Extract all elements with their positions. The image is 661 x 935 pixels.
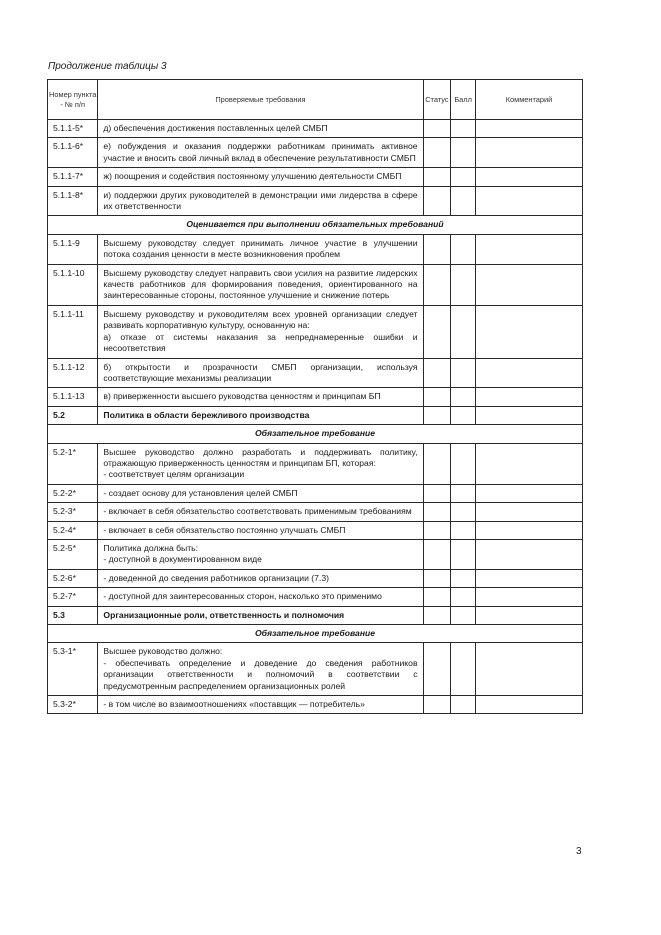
- score-cell[interactable]: [451, 358, 476, 388]
- table-caption: Продолжение таблицы 3: [48, 61, 167, 72]
- table-row: [48, 138, 583, 168]
- status-cell[interactable]: [423, 388, 451, 406]
- status-cell[interactable]: [423, 569, 451, 587]
- header-score: Балл: [451, 80, 476, 120]
- requirement-text: [98, 503, 423, 521]
- table-row: [48, 539, 583, 569]
- status-cell[interactable]: [423, 120, 451, 138]
- requirement-text: [98, 443, 423, 484]
- score-cell[interactable]: [451, 234, 476, 264]
- requirement-line: - включает в себя обязательство соответствовать применимым требованиям: [103, 506, 412, 517]
- table-row: [48, 264, 583, 305]
- score-cell[interactable]: [451, 569, 476, 587]
- comment-cell[interactable]: [475, 234, 582, 264]
- requirement-text: [98, 234, 423, 264]
- comment-cell[interactable]: [475, 186, 582, 216]
- requirement-line: Политика в области бережливого производства: [103, 409, 310, 420]
- requirement-line: Политика должна быть:: [103, 542, 199, 553]
- item-number: 5.1.1-11: [48, 305, 98, 358]
- status-cell[interactable]: [423, 264, 451, 305]
- comment-cell[interactable]: [475, 168, 582, 186]
- item-number: 5.1.1-5*: [48, 120, 98, 138]
- requirement-line: е) побуждения и оказания поддержки работникам принимать активное участие и вносить свой личный вклад в обеспечение результативности СМБП: [103, 141, 418, 163]
- requirement-line: Высшее руководство должно разработать и поддерживать политику, отражающую приверженность ценностям и принципам БП, которая:: [103, 446, 418, 468]
- comment-cell[interactable]: [475, 388, 582, 406]
- requirement-text: [98, 138, 423, 168]
- section-title: [98, 606, 423, 624]
- requirement-line: Высшему руководству следует направить свои усилия на развитие лидерских качеств работников для формирования поведения, ориентированного на заинтересованные стороны, постоянное улучшение и снижение потерь: [103, 267, 418, 301]
- item-number: 5.1.1-7*: [48, 168, 98, 186]
- comment-cell[interactable]: [475, 588, 582, 606]
- score-cell[interactable]: [451, 643, 476, 696]
- table-row: [48, 588, 583, 606]
- score-cell[interactable]: [451, 168, 476, 186]
- table-row: [48, 305, 583, 358]
- requirement-line: - обеспечивать определение и доведение до сведения работников организации ответственности и полномочий в соответствии с предусмотренным распределением организационных ролей: [103, 657, 418, 691]
- status-cell[interactable]: [423, 138, 451, 168]
- item-number: 5.2-7*: [48, 588, 98, 606]
- score-cell[interactable]: [451, 138, 476, 168]
- table-row: [48, 168, 583, 186]
- status-cell[interactable]: [423, 606, 451, 624]
- item-number: 5.1.1-6*: [48, 138, 98, 168]
- comment-cell[interactable]: [475, 406, 582, 424]
- item-number: 5.3-1*: [48, 643, 98, 696]
- status-cell[interactable]: [423, 643, 451, 696]
- comment-cell[interactable]: [475, 358, 582, 388]
- table-subheading-row: [48, 425, 583, 443]
- score-cell[interactable]: [451, 484, 476, 502]
- requirement-line: - доведенной до сведения работников организации (7.3): [103, 572, 329, 583]
- comment-cell[interactable]: [475, 443, 582, 484]
- requirement-line: в) приверженности высшего руководства ценностям и принципам БП: [103, 391, 381, 402]
- status-cell[interactable]: [423, 305, 451, 358]
- comment-cell[interactable]: [475, 120, 582, 138]
- table-row: [48, 358, 583, 388]
- table-row: [48, 120, 583, 138]
- item-number: 5.2-3*: [48, 503, 98, 521]
- item-number: 5.1.1-12: [48, 358, 98, 388]
- status-cell[interactable]: [423, 484, 451, 502]
- table-subheading: Оценивается при выполнении обязательных требований: [48, 216, 583, 234]
- requirements-table: [47, 79, 583, 714]
- requirement-text: [98, 569, 423, 587]
- item-number: 5.1.1-9: [48, 234, 98, 264]
- requirement-line: Высшему руководству следует принимать личное участие в улучшении потока создания ценности в месте возникновения проблем: [103, 237, 418, 260]
- status-cell[interactable]: [423, 503, 451, 521]
- comment-cell[interactable]: [475, 138, 582, 168]
- requirement-text: [98, 539, 423, 569]
- requirement-text: [98, 643, 423, 696]
- score-cell[interactable]: [451, 443, 476, 484]
- comment-cell[interactable]: [475, 503, 582, 521]
- requirement-text: [98, 588, 423, 606]
- status-cell[interactable]: [423, 358, 451, 388]
- requirement-text: [98, 388, 423, 406]
- requirement-line: - включает в себя обязательство постоянно улучшать СМБП: [103, 524, 346, 535]
- table-row: [48, 186, 583, 216]
- item-number: 5.3-2*: [48, 696, 98, 714]
- table-subheading: Обязательное требование: [48, 625, 583, 643]
- comment-cell[interactable]: [475, 643, 582, 696]
- status-cell[interactable]: [423, 443, 451, 484]
- item-number: 5.1.1-10: [48, 264, 98, 305]
- requirement-line: ж) поощрения и содействия постоянному улучшению деятельности СМБП: [103, 171, 402, 182]
- table-subheading: Обязательное требование: [48, 425, 583, 443]
- score-cell[interactable]: [451, 186, 476, 216]
- score-cell[interactable]: [451, 588, 476, 606]
- table-subheading-row: [48, 216, 583, 234]
- score-cell[interactable]: [451, 120, 476, 138]
- table-row: [48, 234, 583, 264]
- item-number: 5.2-1*: [48, 443, 98, 484]
- status-cell[interactable]: [423, 521, 451, 539]
- status-cell[interactable]: [423, 234, 451, 264]
- comment-cell[interactable]: [475, 305, 582, 358]
- page-number: 3: [576, 846, 582, 857]
- table-section-row: [48, 406, 583, 424]
- table-section-row: [48, 606, 583, 624]
- score-cell[interactable]: [451, 503, 476, 521]
- requirement-text: [98, 305, 423, 358]
- requirement-line: б) открытости и прозрачности СМБП организации, используя соответствующие механизмы реализации: [103, 361, 418, 383]
- comment-cell[interactable]: [475, 606, 582, 624]
- score-cell[interactable]: [451, 406, 476, 424]
- status-cell[interactable]: [423, 588, 451, 606]
- table-row: [48, 443, 583, 484]
- table-row: [48, 503, 583, 521]
- status-cell[interactable]: [423, 539, 451, 569]
- table-row: [48, 643, 583, 696]
- requirement-line: Высшему руководству и руководителям всех уровней организации следует развивать корпоративную культуру, основанную на:: [103, 308, 418, 331]
- comment-cell[interactable]: [475, 696, 582, 714]
- score-cell[interactable]: [451, 696, 476, 714]
- table-row: [48, 696, 583, 714]
- requirement-text: [98, 186, 423, 216]
- requirement-line: - доступной в документированном виде: [103, 554, 262, 565]
- item-number: 5.2-5*: [48, 539, 98, 569]
- table-row: [48, 521, 583, 539]
- requirement-text: [98, 168, 423, 186]
- item-number: 5.2-4*: [48, 521, 98, 539]
- item-number: 5.1.1-13: [48, 388, 98, 406]
- table-row: [48, 388, 583, 406]
- header-status: Статус: [423, 80, 451, 120]
- header-requirements: Проверяемые требования: [98, 80, 423, 120]
- requirement-line: - доступной для заинтересованных сторон, насколько это применимо: [103, 591, 382, 602]
- score-cell[interactable]: [451, 305, 476, 358]
- score-cell[interactable]: [451, 264, 476, 305]
- table-row: [48, 484, 583, 502]
- item-number: 5.2: [48, 406, 98, 424]
- section-title: [98, 406, 423, 424]
- requirement-text: [98, 484, 423, 502]
- score-cell[interactable]: [451, 521, 476, 539]
- requirement-line: - соответствует целям организации: [103, 469, 245, 480]
- score-cell[interactable]: [451, 606, 476, 624]
- requirement-line: Высшее руководство должно:: [103, 646, 223, 657]
- status-cell[interactable]: [423, 696, 451, 714]
- requirement-text: [98, 264, 423, 305]
- score-cell[interactable]: [451, 539, 476, 569]
- comment-cell[interactable]: [475, 569, 582, 587]
- requirement-line: и) поддержки других руководителей в демонстрации ими лидерства в сфере их ответственности: [103, 189, 418, 212]
- status-cell[interactable]: [423, 186, 451, 216]
- score-cell[interactable]: [451, 388, 476, 406]
- table-header-row: [48, 80, 583, 120]
- comment-cell[interactable]: [475, 539, 582, 569]
- requirement-line: - создает основу для установления целей СМБП: [103, 487, 298, 498]
- item-number: 5.1.1-8*: [48, 186, 98, 216]
- header-comment: Комментарий: [475, 80, 582, 120]
- table-subheading-row: [48, 625, 583, 643]
- requirement-text: [98, 120, 423, 138]
- item-number: 5.2-2*: [48, 484, 98, 502]
- requirement-text: [98, 358, 423, 388]
- requirement-line: а) отказе от системы наказания за непреднамеренные ошибки и несоответствия: [103, 331, 418, 354]
- comment-cell[interactable]: [475, 264, 582, 305]
- status-cell[interactable]: [423, 168, 451, 186]
- header-number: Номер пункта - № п/п: [48, 80, 98, 120]
- requirement-line: Организационные роли, ответственность и полномочия: [103, 609, 345, 620]
- table-row: [48, 569, 583, 587]
- table-body: [48, 120, 583, 714]
- comment-cell[interactable]: [475, 521, 582, 539]
- item-number: 5.2-6*: [48, 569, 98, 587]
- item-number: 5.3: [48, 606, 98, 624]
- requirement-text: [98, 521, 423, 539]
- status-cell[interactable]: [423, 406, 451, 424]
- requirement-line: д) обеспечения достижения поставленных целей СМБП: [103, 123, 328, 133]
- requirement-text: [98, 696, 423, 714]
- requirement-line: - в том числе во взаимоотношениях «поставщик — потребитель»: [103, 699, 365, 710]
- comment-cell[interactable]: [475, 484, 582, 502]
